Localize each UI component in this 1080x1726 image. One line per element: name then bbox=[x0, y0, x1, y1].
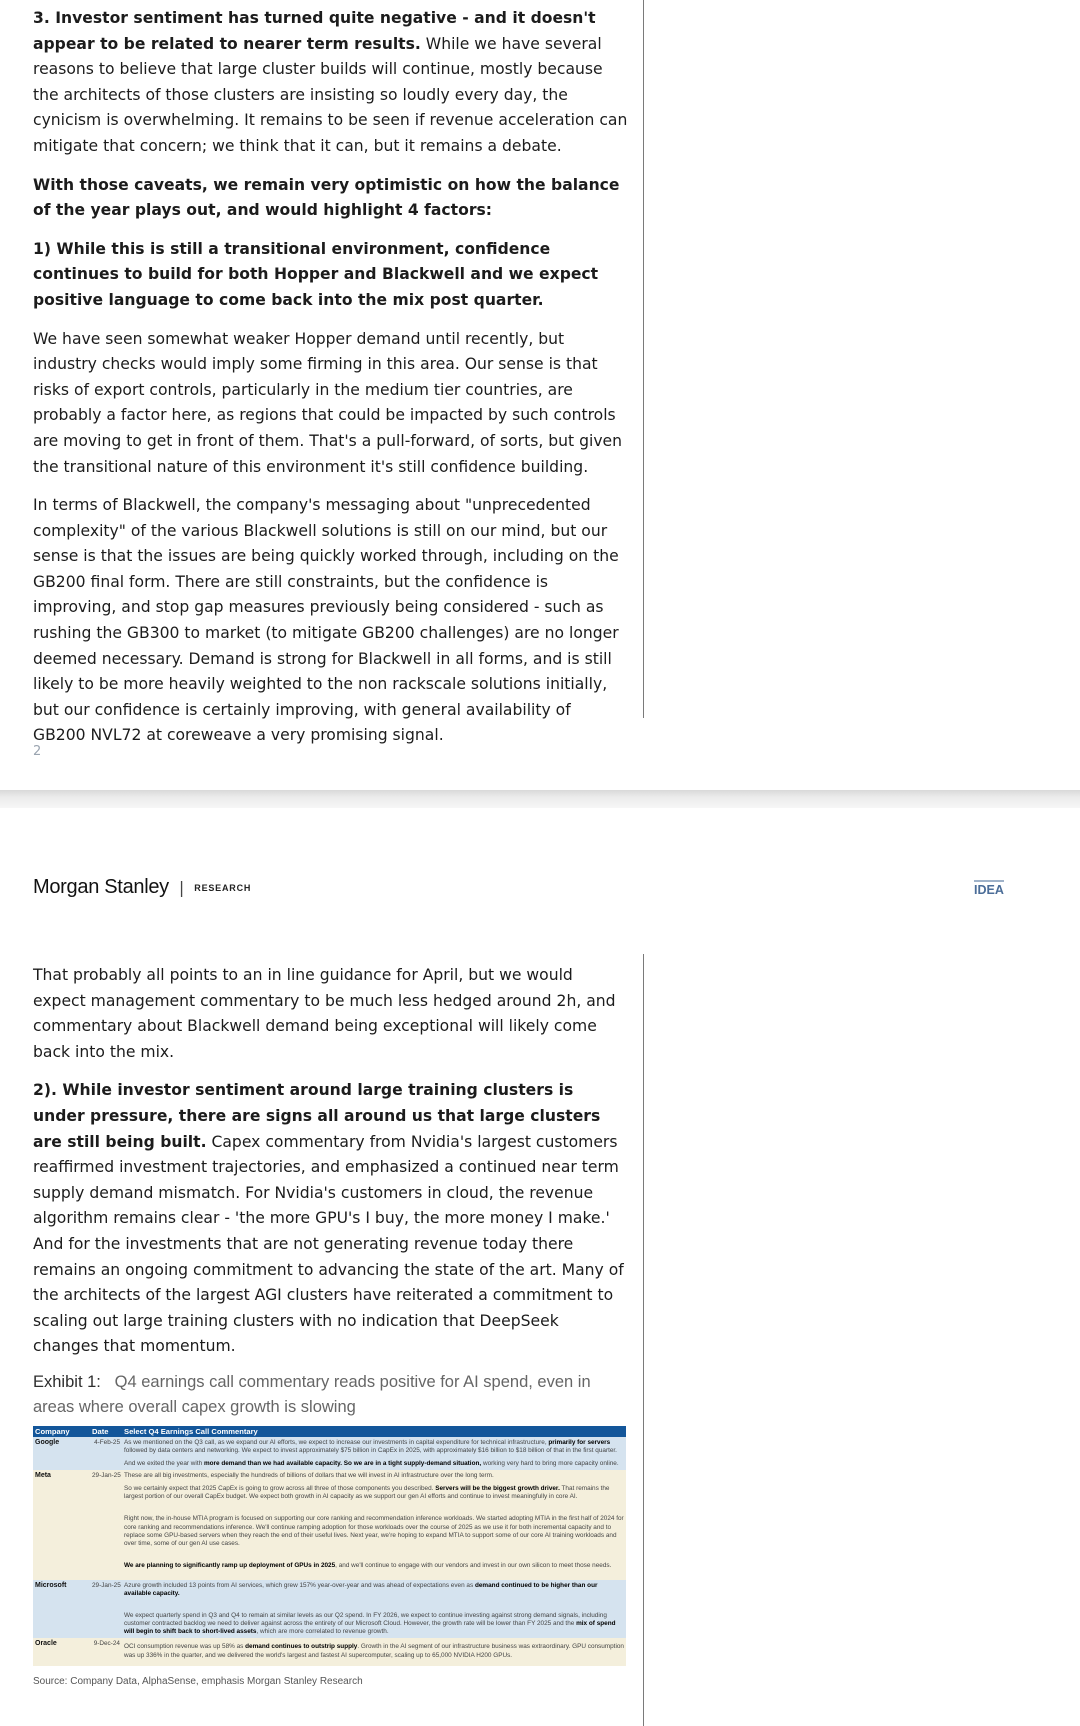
exhibit-title bbox=[33, 1370, 628, 1420]
quote: Azure growth included 13 points from AI services, which grew 157% year-over-year and was ahead of expectations even as demand continued to be higher than our available capacity. bbox=[124, 1581, 598, 1598]
research-label: RESEARCH bbox=[194, 882, 252, 893]
company-column-header: Company bbox=[33, 1426, 90, 1437]
date-cell: 4-Feb-25 bbox=[90, 1437, 122, 1470]
factor-1-heading: 1) While this is still a transitional environment, confidence continues to build for both Hopper and Blackwell and we expect positive language to come back into the mix post quarter. bbox=[33, 239, 599, 309]
page-header bbox=[33, 876, 251, 899]
earnings-commentary-table bbox=[33, 1426, 626, 1666]
point-2-heading: 2). While investor sentiment around large training clusters is under pressure, there are signs all around us that large clusters are still being built. bbox=[33, 1081, 601, 1151]
quote: Right now, the in-house MTIA program is focused on supporting our core ranking and recommendation inference workloads. We started adopting MTIA in the first half of 2024 for core ranking and recommendations inference. We'll continue ramping adoption for those workloads over the course of 2025 as we use it for both incremental capacity and to replace some GPU-based servers when they reach the end of their useful lives. Next year, we're hoping to expand MTIA to support some of our core AI training workloads and over time, some of our gen AI use cases. bbox=[124, 1515, 624, 1547]
page-number: 2 bbox=[33, 744, 42, 759]
idea-tag: IDEA bbox=[974, 880, 1004, 897]
company-cell: Oracle bbox=[33, 1638, 90, 1665]
quote: And we exited the year with more demand than we had available capacity. So we are in a tight supply-demand situation, working very hard to bring more capacity online. bbox=[124, 1460, 619, 1468]
page-separator bbox=[0, 790, 1080, 808]
point-3-text: While we have several reasons to believe that large cluster builds will continue, mostly because the architects of those clusters are insisting so loudly every day, the cynicism is overwhelming. It remains to be seen if revenue acceleration can mitigate that concern; we think that it can, but it remains a debate. bbox=[33, 34, 628, 155]
table-row-meta bbox=[33, 1470, 626, 1580]
exhibit-caption: Q4 earnings call commentary reads positive for AI spend, even in areas where overall capex growth is slowing bbox=[33, 1372, 591, 1416]
table-row-microsoft bbox=[33, 1580, 626, 1638]
commentary-cell bbox=[122, 1470, 626, 1580]
morgan-stanley-logo: Morgan Stanley bbox=[33, 876, 169, 898]
point-3-paragraph bbox=[33, 6, 628, 160]
company-cell: Meta bbox=[33, 1470, 90, 1580]
blackwell-paragraph: In terms of Blackwell, the company's messaging about "unprecedented complexity" of the various Blackwell solutions is still on our mind, but our sense is that the issues are being quickly worked through, including on the GB200 final form. There are still constraints, but the confidence is improving, and stop gap measures previously being considered - such as rushing the GB300 to market (to mitigate GB200 challenges) are no longer deemed necessary. Demand is strong for Blackwell in all forms, and is still likely to be more heavily weighted to the non rackscale solutions initially, but our confidence is certainly improving, with general availability of GB200 NVL72 at coreweave a very promising signal. bbox=[33, 496, 619, 745]
date-cell: 29-Jan-25 bbox=[90, 1580, 122, 1638]
page-one bbox=[0, 0, 1080, 790]
date-cell: 9-Dec-24 bbox=[90, 1638, 122, 1665]
guidance-paragraph: That probably all points to an in line guidance for April, but we would expect management commentary to be much less hedged around 2h, and commentary about Blackwell demand being exceptional will likely come back into the mix. bbox=[33, 966, 616, 1061]
commentary-column-header: Select Q4 Earnings Call Commentary bbox=[122, 1426, 626, 1437]
column-divider bbox=[643, 954, 644, 1726]
commentary-cell bbox=[122, 1638, 626, 1665]
quote: So we certainly expect that 2025 CapEx is going to grow across all three of those components you described. Servers will be the biggest growth driver. That remains the largest portion of our overall CapEx budget. We expect both growth in AI capacity as we support our gen AI efforts and continue to invest meaningfully in core AI. bbox=[124, 1485, 610, 1501]
company-cell: Google bbox=[33, 1437, 90, 1470]
header-separator: | bbox=[178, 878, 185, 897]
source-note: Source: Company Data, AlphaSense, emphasis Morgan Stanley Research bbox=[33, 1675, 363, 1687]
exhibit-label: Exhibit 1: bbox=[33, 1372, 101, 1391]
table-header-row bbox=[33, 1426, 626, 1437]
commentary-cell bbox=[122, 1437, 626, 1470]
date-cell: 29-Jan-25 bbox=[90, 1470, 122, 1580]
company-cell: Microsoft bbox=[33, 1580, 90, 1638]
quote: These are all big investments, especially the hundreds of billions of dollars that we will invest in AI infrastructure over the long term. bbox=[124, 1472, 494, 1480]
point-2-paragraph bbox=[33, 1078, 628, 1360]
page-one-body bbox=[33, 6, 628, 749]
table-row-oracle bbox=[33, 1638, 626, 1665]
commentary-cell bbox=[122, 1580, 626, 1638]
date-column-header: Date bbox=[90, 1426, 122, 1437]
table-row-google bbox=[33, 1437, 626, 1470]
column-divider bbox=[643, 0, 644, 718]
page-two bbox=[0, 808, 1080, 1726]
quote: We expect quarterly spend in Q3 and Q4 to remain at similar levels as our Q2 spend. In FY 2026, we expect to continue investing against strong demand signals, including customer contracted backlog we need to deliver against across the entirety of our Microsoft Cloud. However, the growth rate will be lower than FY 2025 and the mix of spend will begin to shift back to short-lived assets, which are more correlated to revenue growth. bbox=[124, 1612, 616, 1636]
quote: We are planning to significantly ramp up deployment of GPUs in 2025, and we'll continue to engage with our vendors and invest in our own silicon to meet those needs. bbox=[124, 1561, 612, 1569]
point-3-heading: 3. Investor sentiment has turned quite negative - and it doesn't appear to be related to nearer term results. bbox=[33, 9, 596, 53]
hopper-paragraph: We have seen somewhat weaker Hopper demand until recently, but industry checks would imply some firming in this area. Our sense is that risks of export controls, particularly in the medium tier countries, are probably a factor here, as regions that could be impacted by such controls are moving to get in front of them. That's a pull-forward, of sorts, but given the transitional nature of this environment it's still confidence building. bbox=[33, 329, 623, 476]
point-2-text: Capex commentary from Nvidia's largest customers reaffirmed investment trajectories, and emphasized a continued near term supply demand mismatch. For Nvidia's customers in cloud, the revenue algorithm remains clear - 'the more GPU's I buy, the more money I make.' And for the investments that are not generating revenue today there remains an ongoing commitment to advancing the state of the art. Many of the architects of the largest AGI clusters have reiterated a commitment to scaling out large training clusters with no indication that DeepSeek changes that momentum. bbox=[33, 1132, 624, 1356]
caveats-paragraph: With those caveats, we remain very optimistic on how the balance of the year plays out, and would highlight 4 factors: bbox=[33, 175, 620, 220]
page-two-body bbox=[33, 963, 628, 1687]
quote: OCI consumption revenue was up 58% as demand continues to outstrip supply. Growth in the AI segment of our infrastructure business was extraordinary. GPU consumption was up 336% in the quarter, and we delivered the world's largest and fastest AI supercomputer, scaling up to 65,000 NVIDIA H200 GPUs. bbox=[124, 1643, 624, 1659]
quote: As we mentioned on the Q3 call, as we expand our AI efforts, we expect to increase our investments in capital expenditure for technical infrastructure, primarily for servers followed by data centers and networking. We expect to invest approximately $75 billion in CapEx in 2025, with approximately $16 billion to $18 billion of that in the first quarter. bbox=[124, 1438, 617, 1454]
